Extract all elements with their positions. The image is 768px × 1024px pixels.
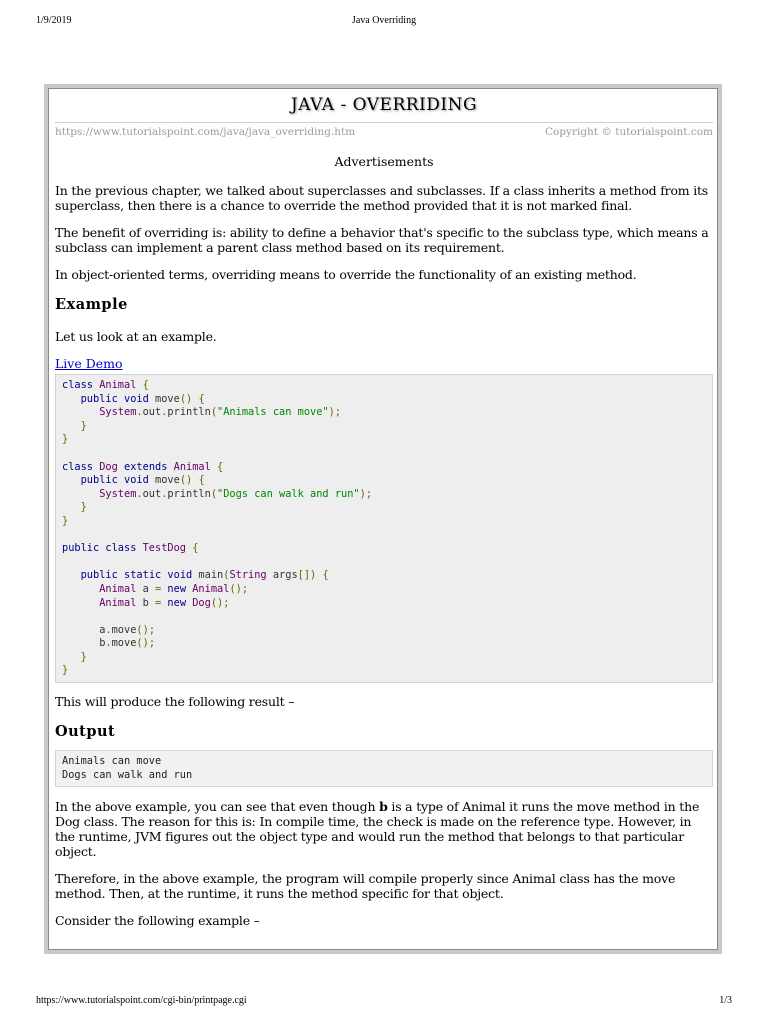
page-number: 1/3	[719, 995, 732, 1006]
result-intro: This will produce the following result –	[55, 694, 295, 710]
code-line: System.out.println("Animals can move");	[99, 406, 342, 419]
source-url[interactable]: https://www.tutorialspoint.com/java/java_overriding.htm	[55, 126, 356, 138]
article-content	[55, 89, 713, 928]
code-line: Animal a = new Animal();	[99, 582, 249, 595]
code-line: }	[80, 419, 87, 432]
title-divider	[55, 122, 713, 123]
benefit-paragraph: The benefit of overriding is: ability to define a behavior that's specific to the subclass type, which means a subclass can implement a parent class method based on its requirement.	[55, 225, 709, 255]
code-line: a.move();	[62, 623, 156, 636]
code-block	[55, 374, 713, 683]
code-line: public static void main(String args[]) {	[80, 569, 329, 582]
explanation-paragraph: In the above example, you can see that even though b is a type of Animal it runs the move method in the Dog class. The reason for this is: In compile time, the check is made on the reference type. However, in the runtime, JVM figures out the object type and would run the method that belongs to that particular object.	[55, 799, 700, 860]
code-line: b.move();	[62, 637, 156, 650]
article-sheet	[48, 88, 718, 950]
code-line: }	[62, 664, 69, 677]
code-line: }	[62, 514, 69, 527]
code-line: class Animal {	[62, 379, 149, 391]
code-line: class Dog extends Animal {	[62, 460, 224, 473]
print-footer-url: https://www.tutorialspoint.com/cgi-bin/printpage.cgi	[36, 995, 247, 1006]
print-footer	[0, 995, 768, 1009]
code-line: System.out.println("Dogs can walk and run");	[99, 487, 373, 500]
print-title: Java Overriding	[351, 15, 417, 26]
compile-paragraph: Therefore, in the above example, the program will compile properly since Animal class has the move method. Then, at the runtime, it runs the method specific for that object.	[55, 871, 676, 902]
live-demo-link[interactable]: Live Demo	[55, 356, 123, 371]
output-heading: Output	[55, 723, 116, 741]
definition-paragraph: In object-oriented terms, overriding means to override the functionality of an existing method.	[55, 267, 637, 282]
example-intro: Let us look at an example.	[55, 329, 217, 344]
code-line: }	[80, 650, 87, 663]
advertisements-label: Advertisements	[334, 154, 434, 169]
bold-variable-b: b	[379, 799, 388, 815]
code-line: }	[62, 433, 69, 446]
code-line: public class TestDog {	[62, 542, 199, 555]
next-example-paragraph: Consider the following example –	[55, 913, 260, 929]
page-title: JAVA - OVERRIDING	[290, 95, 478, 115]
code-line: public void move() {	[80, 392, 205, 405]
output-block	[55, 750, 713, 787]
code-line: public void move() {	[80, 474, 205, 487]
meta-row	[55, 126, 713, 144]
example-heading: Example	[55, 296, 128, 313]
output-line: Animals can move	[62, 755, 162, 768]
copyright-notice: Copyright © tutorialspoint.com	[544, 126, 713, 138]
print-date: 1/9/2019	[36, 15, 72, 26]
output-line: Dogs can walk and run	[62, 768, 193, 781]
intro-paragraph: In the previous chapter, we talked about superclasses and subclasses. If a class inherits a method from its superclass, then there is a chance to override the method provided that it is not marked final.	[55, 183, 709, 213]
code-line: }	[80, 501, 87, 514]
code-line: Animal b = new Dog();	[99, 596, 230, 609]
print-header	[0, 15, 768, 29]
